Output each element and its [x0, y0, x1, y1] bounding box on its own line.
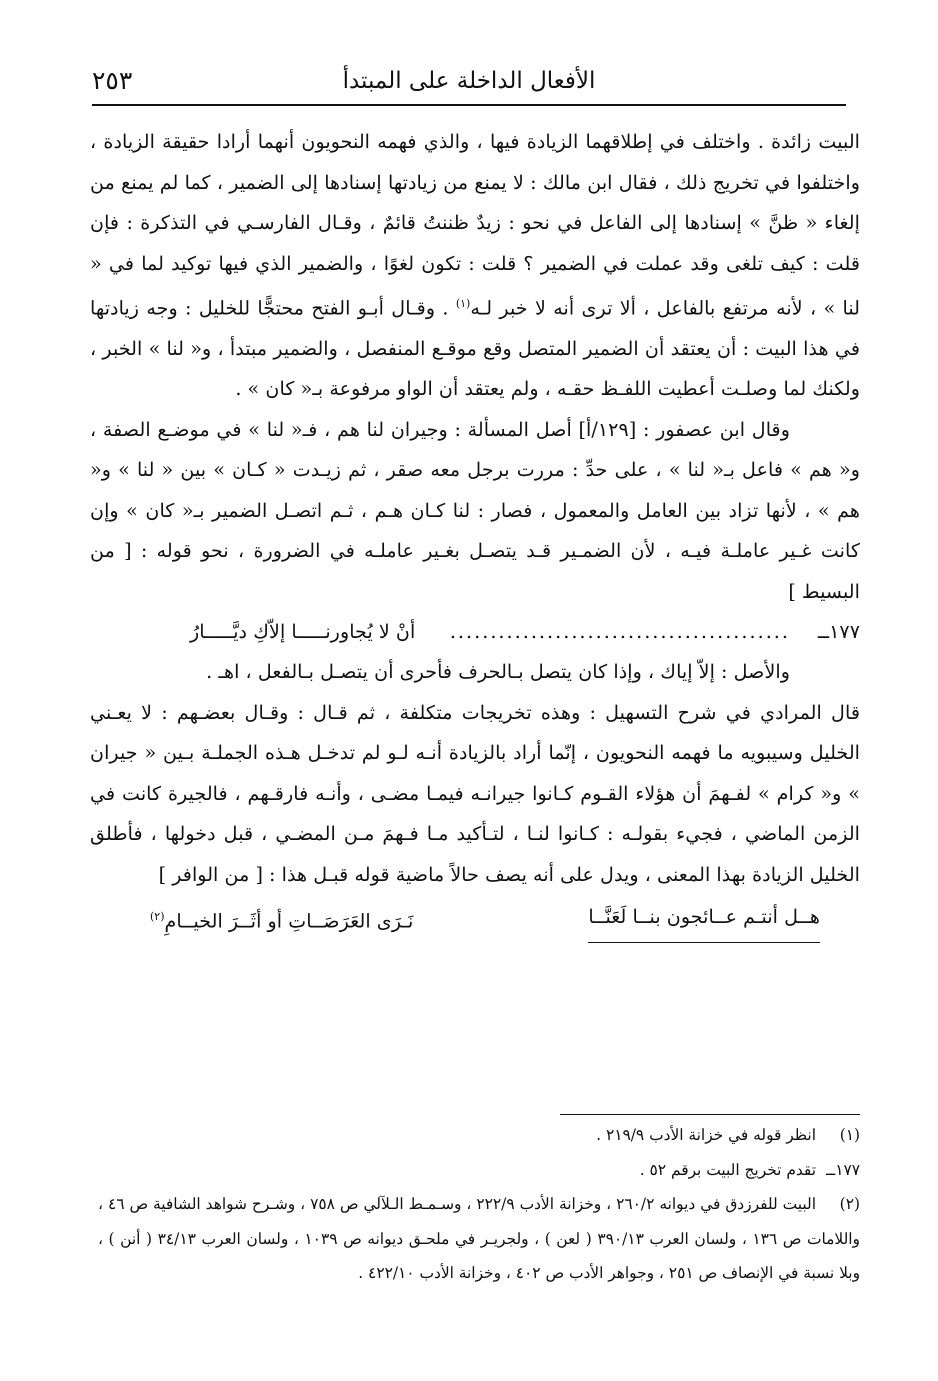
verse-dots: .......................................... — [449, 620, 790, 644]
verse-177 — [90, 612, 860, 652]
verse-wafir — [90, 895, 860, 937]
paragraph-1 — [90, 122, 860, 410]
page-number: ٢٥٣ — [92, 66, 133, 95]
verse-number: ١٧٧ــ — [817, 620, 860, 644]
verse-hemistich-1: هــل أنتـم عــائجون بنــا لَعَنَّــا — [588, 897, 820, 943]
footnote-text: البيت للفرزدق في ديوانه ٢٦٠/٢ ، وخزانة الأدب ٢٢٢/٩ ، وسـمـط الـلآلي ص ٧٥٨ ، وشـرح شواهد الشافية ص ٤٦ ، واللامات ص ١٣٦ ، ولسان العرب ٣٩٠/١٣ ( لعن ) ، ولجريـر في ملحـق ديوانه ص ١٠٣٩ ، ولسان العرب ٣٤/١٣ ( أنن ) ، وبلا نسبة في الإنصاف ص ٢٥١ ، وجواهر الأدب ص ٤٠٢ ، وخزانة الأدب ٤٢٢/١٠ . — [98, 1195, 860, 1282]
footnote-text: انظر قوله في خزانة الأدب ٢١٩/٩ . — [596, 1126, 816, 1144]
footnote-mark: (٢) — [839, 1195, 860, 1213]
paragraph-3: والأصل : إلاّ إياك ، وإذا كان يتصل بـالحرف فأحرى أن يتصـل بـالفعل ، اهـ . — [206, 660, 790, 684]
verse-hemistich-2 — [150, 897, 413, 942]
verse-hemistich: أنْ لا يُجاورنـــــا إلاّكِ ديَّـــــارُ — [190, 620, 416, 644]
footnote-mark: ١٧٧ــ — [826, 1160, 860, 1179]
verse-hemistich-2-text: نَـرَى العَرَصَــاتِ أو أثَــرَ الخيــامِ — [164, 909, 414, 933]
paragraph-1-end: . وقـال أبـو الفتح محتجًّا للخليل : وجه زيادتها في هذا البيت : أن يعتقد أن الضمير المتصل وقع موقـع المنفصل ، والضمير مبتدأ ، و« لنا » الخبر ، ولكنك لما وصلـت أعطيت اللفـظ حقـه ، ولم يعتقد أن الواو مرفوعة بـ« كان » . — [90, 296, 861, 401]
main-text — [90, 122, 860, 937]
footnote-ref-1: (١) — [455, 297, 471, 310]
paragraph-4: قال المرادي في شرح التسهيل : وهذه تخريجات متكلفة ، ثم قـال : وقـال بعضـهم : لا يعـني الخليل وسيبويه ما فهمه النحويون ، إنّما أراد بالزيادة أنـه لـو لم تدخـل هـذه الجملـة بـين « جيران » و« كرام » لفـهمَ أن هؤلاء القـوم كـانوا جيرانـه فيمـا مضـى ، وأنـه فارقـهم ، فالجيرة كانت في الزمن الماضي ، فجيء بقولـه : كـانوا لنـا ، لتـأكيد مـا فـهمَ مـن المضـي ، قبل دخولها ، فأطلق الخليل الزيادة بهذا المعنى ، ويدل على أنه يصف حالاً ماضية قوله قبـل هذا : [ من الوافر ] — [90, 700, 860, 886]
footnotes — [98, 1118, 860, 1291]
paragraph-1-text: البيت زائدة . واختلف في إطلاقهما الزيادة فيها ، والذي فهمه النحويون أنهما أرادا حقيقة الزيادة ، واختلفوا في تخريج ذلك ، فقال ابن مالك : لا يمنع من زيادتها إسنادها إلى الضمير ، كما لم يمنع من إلغاء « ظنَّ » إسنادها إلى الفاعل في نحو : زيدٌ ظننتُ قائمٌ ، وقـال الفارسـي في التذكرة : فإن قلت : كيف تلغى وقد عملت في الضمير ؟ قلت : تكون لغوًا ، والضمير الذي فيها توكيد لما في « لنا » ، لأنه مرتفع بالفاعل ، ألا ترى أنه لا خبر لـه — [90, 130, 861, 320]
paragraph-2: وقال ابن عصفور : [١٢٩/أ] أصل المسألة : وجيران لنا هم ، فـ« لنا » في موضـع الصفة ، و« هم » فاعل بـ« لنا » ، على حدِّ : مررت برجل معه صقر ، ثم زيـدت « كـان » بين « لنا » و« هم » ، لأنها تزاد بين العامل والمعمول ، فصار : لنا كـان هـم ، ثـم اتصـل الضمير بـ« كان » وإن كانت غـير عاملـة فيـه ، لأن الضمـير قـد يتصـل بغـير عاملـه في الضرورة ، نحو قوله : [ من البسيط ] — [90, 417, 860, 603]
footnote-177 — [98, 1153, 860, 1188]
footnote-divider — [560, 1114, 860, 1115]
footnote-ref-2: (٢) — [150, 910, 165, 924]
chapter-title: الأفعال الداخلة على المبتدأ — [342, 68, 596, 94]
running-header — [92, 60, 846, 106]
footnote-text: تقدم تخريج البيت برقم ٥٢ . — [639, 1160, 816, 1179]
footnote-2 — [98, 1187, 860, 1291]
footnote-mark: (١) — [839, 1126, 860, 1144]
footnote-1 — [98, 1118, 860, 1153]
